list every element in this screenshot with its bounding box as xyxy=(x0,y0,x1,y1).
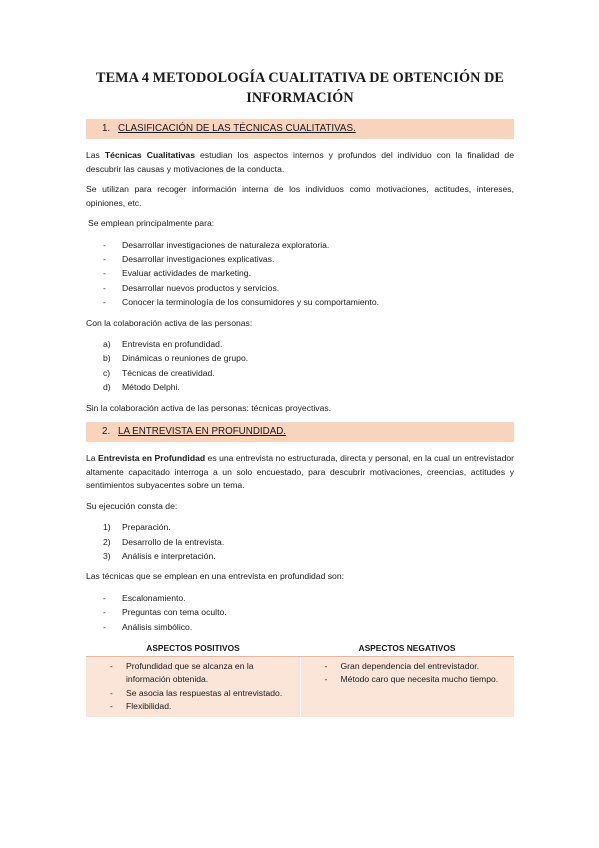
list-item: - Evaluar actividades de marketing. xyxy=(103,268,251,279)
section-1-paragraph-2: Se utilizan para recoger información interna de los individuos como motivaciones, actitudes, intereses, opiniones, etc. xyxy=(86,184,514,208)
document-page xyxy=(86,68,514,717)
negative-aspects-cell xyxy=(300,657,514,717)
section-2-number: 2. xyxy=(102,426,111,438)
list-item: - Desarrollar investigaciones de naturaleza exploratoria. xyxy=(103,239,330,250)
list-item: - Desarrollar investigaciones explicativas. xyxy=(103,253,275,264)
list-item: b) Dinámicas o reuniones de grupo. xyxy=(103,353,249,364)
list-item: - Método caro que necesita mucho tiempo. xyxy=(324,674,499,685)
active-collaboration-list xyxy=(86,337,514,395)
list-item: - Conocer la terminología de los consumidores y su comportamiento. xyxy=(103,297,379,308)
section-2-title: LA ENTREVISTA EN PROFUNDIDAD. xyxy=(118,426,287,438)
title-line-1: TEMA 4 METODOLOGÍA CUALITATIVA DE OBTENCIÓN DE xyxy=(96,70,504,86)
page-title xyxy=(86,68,514,108)
list-item: 3) Análisis e interpretación. xyxy=(103,550,216,561)
section-1-number: 1. xyxy=(102,123,111,134)
bold-term: Técnicas Cualitativas xyxy=(104,150,195,160)
section-1-paragraph-1: Las Técnicas Cualitativas estudian los aspectos internos y profundos del individuo con la finalidad de descubrir las causas y motivaciones de la conducta. xyxy=(86,150,514,174)
table-row xyxy=(86,657,514,717)
list-item: - Se asocia las respuestas al entrevistado. xyxy=(110,687,283,698)
techniques-list xyxy=(86,591,514,634)
list-item: c) Técnicas de creatividad. xyxy=(103,367,215,378)
list-item: - Profundidad que se alcanza en la información obtenida. xyxy=(110,661,254,685)
list-item: a) Entrevista en profundidad. xyxy=(103,339,223,350)
section-2-paragraph-1: La Entrevista en Profundidad es una entrevista no estructurada, directa y personal, en la cual un entrevistador altamente capacitado interroga a un solo encuestado, para descubrir motivaciones, creencias, actitudes y sentimientos subyacentes sobre un tema. xyxy=(86,453,515,491)
section-1-paragraph-3: Se emplean principalmente para: xyxy=(88,218,215,228)
list-item: - Desarrollar nuevos productos y servicios. xyxy=(103,282,280,293)
section-1-title: CLASIFICACIÓN DE LAS TÉCNICAS CUALITATIVAS. xyxy=(118,123,356,134)
section-1-paragraph-4: Con la colaboración activa de las personas: xyxy=(86,317,253,328)
list-item: 2) Desarrollo de la entrevista. xyxy=(103,536,225,547)
list-item: - Análisis simbólico. xyxy=(103,621,193,632)
section-2-paragraph-2: Su ejecución consta de: xyxy=(86,500,178,511)
positive-aspects-cell xyxy=(86,657,300,717)
section-2-paragraph-3: Las técnicas que se emplean en una entrevista en profundidad son: xyxy=(86,571,344,582)
uses-list xyxy=(86,238,514,310)
section-2-heading xyxy=(86,422,514,442)
negative-aspects-header: ASPECTOS NEGATIVOS xyxy=(300,641,514,657)
title-line-2: INFORMACIÓN xyxy=(246,90,354,106)
section-1-heading xyxy=(86,119,514,139)
list-item: - Gran dependencia del entrevistador. xyxy=(324,661,480,672)
section-1-paragraph-5: Sin la colaboración activa de las personas: técnicas proyectivas. xyxy=(86,402,332,413)
list-item: - Flexibilidad. xyxy=(110,700,172,711)
list-item: - Preguntas con tema oculto. xyxy=(103,607,227,618)
positive-aspects-header: ASPECTOS POSITIVOS xyxy=(86,641,300,657)
list-item: 1) Preparación. xyxy=(103,522,171,533)
steps-list xyxy=(86,520,514,563)
aspects-table xyxy=(86,641,514,717)
list-item: - Escalonamiento. xyxy=(103,592,186,603)
list-item: d) Método Delphi. xyxy=(103,382,180,393)
bold-term: Entrevista en Profundidad xyxy=(98,453,206,464)
